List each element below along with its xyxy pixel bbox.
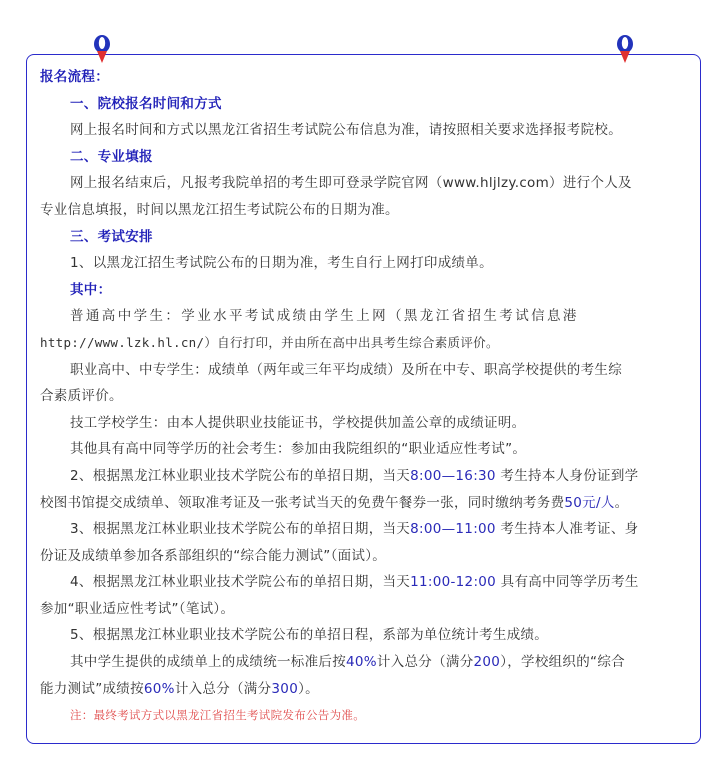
- paragraph: 技工学校学生：由本人提供职业技能证书，学校提供加盖公章的成绩证明。: [70, 414, 526, 431]
- paragraph: 网上报名时间和方式以黑龙江省招生考试院公布信息为准，请按照相关要求选择报考院校。: [70, 122, 622, 139]
- footnote: 注：最终考试方式以黑龙江省招生考试院发布公告为准。: [70, 708, 365, 723]
- pin-icon: [92, 34, 112, 64]
- list-item: [40, 490, 692, 517]
- pin-icon: [615, 34, 635, 64]
- list-item: 参加“职业适应性考试”（笔试）。: [40, 600, 235, 617]
- item-text: 校图书馆提交成绩单、领取准考证及一张考试当天的免费午餐券一张，同时缴纳考务费: [40, 494, 565, 511]
- paragraph: [40, 676, 692, 703]
- list-item: [40, 463, 692, 490]
- text: 能力测试”成绩按: [40, 680, 144, 697]
- percentage: 60%: [143, 680, 175, 697]
- list-item: 份证及成绩单参加各系部组织的“综合能力测试”（面试）。: [40, 547, 387, 564]
- paragraph: 专业信息填报，时间以黑龙江招生考试院公布的日期为准。: [40, 201, 399, 218]
- text: ）。: [298, 680, 319, 697]
- item-text: 3、根据黑龙江林业职业技术学院公布的单招日期，当天: [70, 521, 411, 538]
- item-text: 具有高中同等学历考生: [500, 574, 639, 591]
- time-range: 8:00—16:30: [410, 467, 496, 484]
- paragraph: 合素质评价。: [40, 388, 123, 405]
- page-title: 报名流程：: [40, 69, 109, 85]
- paragraph-text: http://www.lzk.hl.cn/）自行打印，并由所在高中出具考生综合素质评价。: [40, 334, 499, 350]
- sub-heading: 其中：: [70, 281, 112, 298]
- text: 计入总分（满分: [376, 654, 474, 671]
- full-score: 200: [473, 654, 501, 671]
- text: 计入总分（满分: [174, 680, 272, 697]
- enrollment-process: [40, 64, 692, 729]
- time-range: 11:00-12:00: [410, 574, 497, 591]
- paragraph: [40, 649, 692, 676]
- section-heading-exam: 三、考试安排: [70, 228, 153, 245]
- list-item: 5、根据黑龙江林业职业技术学院公布的单招日程，系部为单位统计考生成绩。: [70, 627, 549, 644]
- paragraph: 职业高中、中专学生：成绩单（两年或三年平均成绩）及所在中专、职高学校提供的考生综: [70, 361, 622, 378]
- item-text: 考生持本人准考证、身: [500, 521, 639, 538]
- text: ），学校组织的“综合: [500, 654, 625, 671]
- percentage: 40%: [346, 654, 377, 671]
- text: 其中学生提供的成绩单上的成绩统一标准后按: [70, 654, 346, 671]
- item-text: 考生持本人身份证到学: [500, 467, 639, 484]
- item-text: 。: [614, 494, 629, 511]
- item-text: 2、根据黑龙江林业职业技术学院公布的单招日期，当天: [70, 467, 411, 484]
- time-range: 8:00—11:00: [410, 521, 496, 538]
- fee: 50元/人: [564, 494, 615, 511]
- paragraph: 普通高中学生：学业水平考试成绩由学生上网（黑龙江省招生考试信息港: [70, 308, 579, 325]
- list-item: 1、以黑龙江招生考试院公布的日期为准，考生自行上网打印成绩单。: [70, 255, 493, 272]
- paragraph: [40, 330, 692, 357]
- paragraph: 网上报名结束后，凡报考我院单招的考生即可登录学院官网（www.hljlzy.com）进行个人及: [70, 175, 632, 192]
- item-text: 4、根据黑龙江林业职业技术学院公布的单招日期，当天: [70, 574, 411, 591]
- paragraph: 其他具有高中同等学历的社会考生：参加由我院组织的“职业适应性考试”。: [70, 441, 527, 458]
- full-score: 300: [271, 680, 299, 697]
- section-heading-major: 二、专业填报: [70, 148, 153, 165]
- list-item: [40, 569, 692, 596]
- list-item: [40, 516, 692, 543]
- section-heading-registration: 一、院校报名时间和方式: [70, 95, 222, 112]
